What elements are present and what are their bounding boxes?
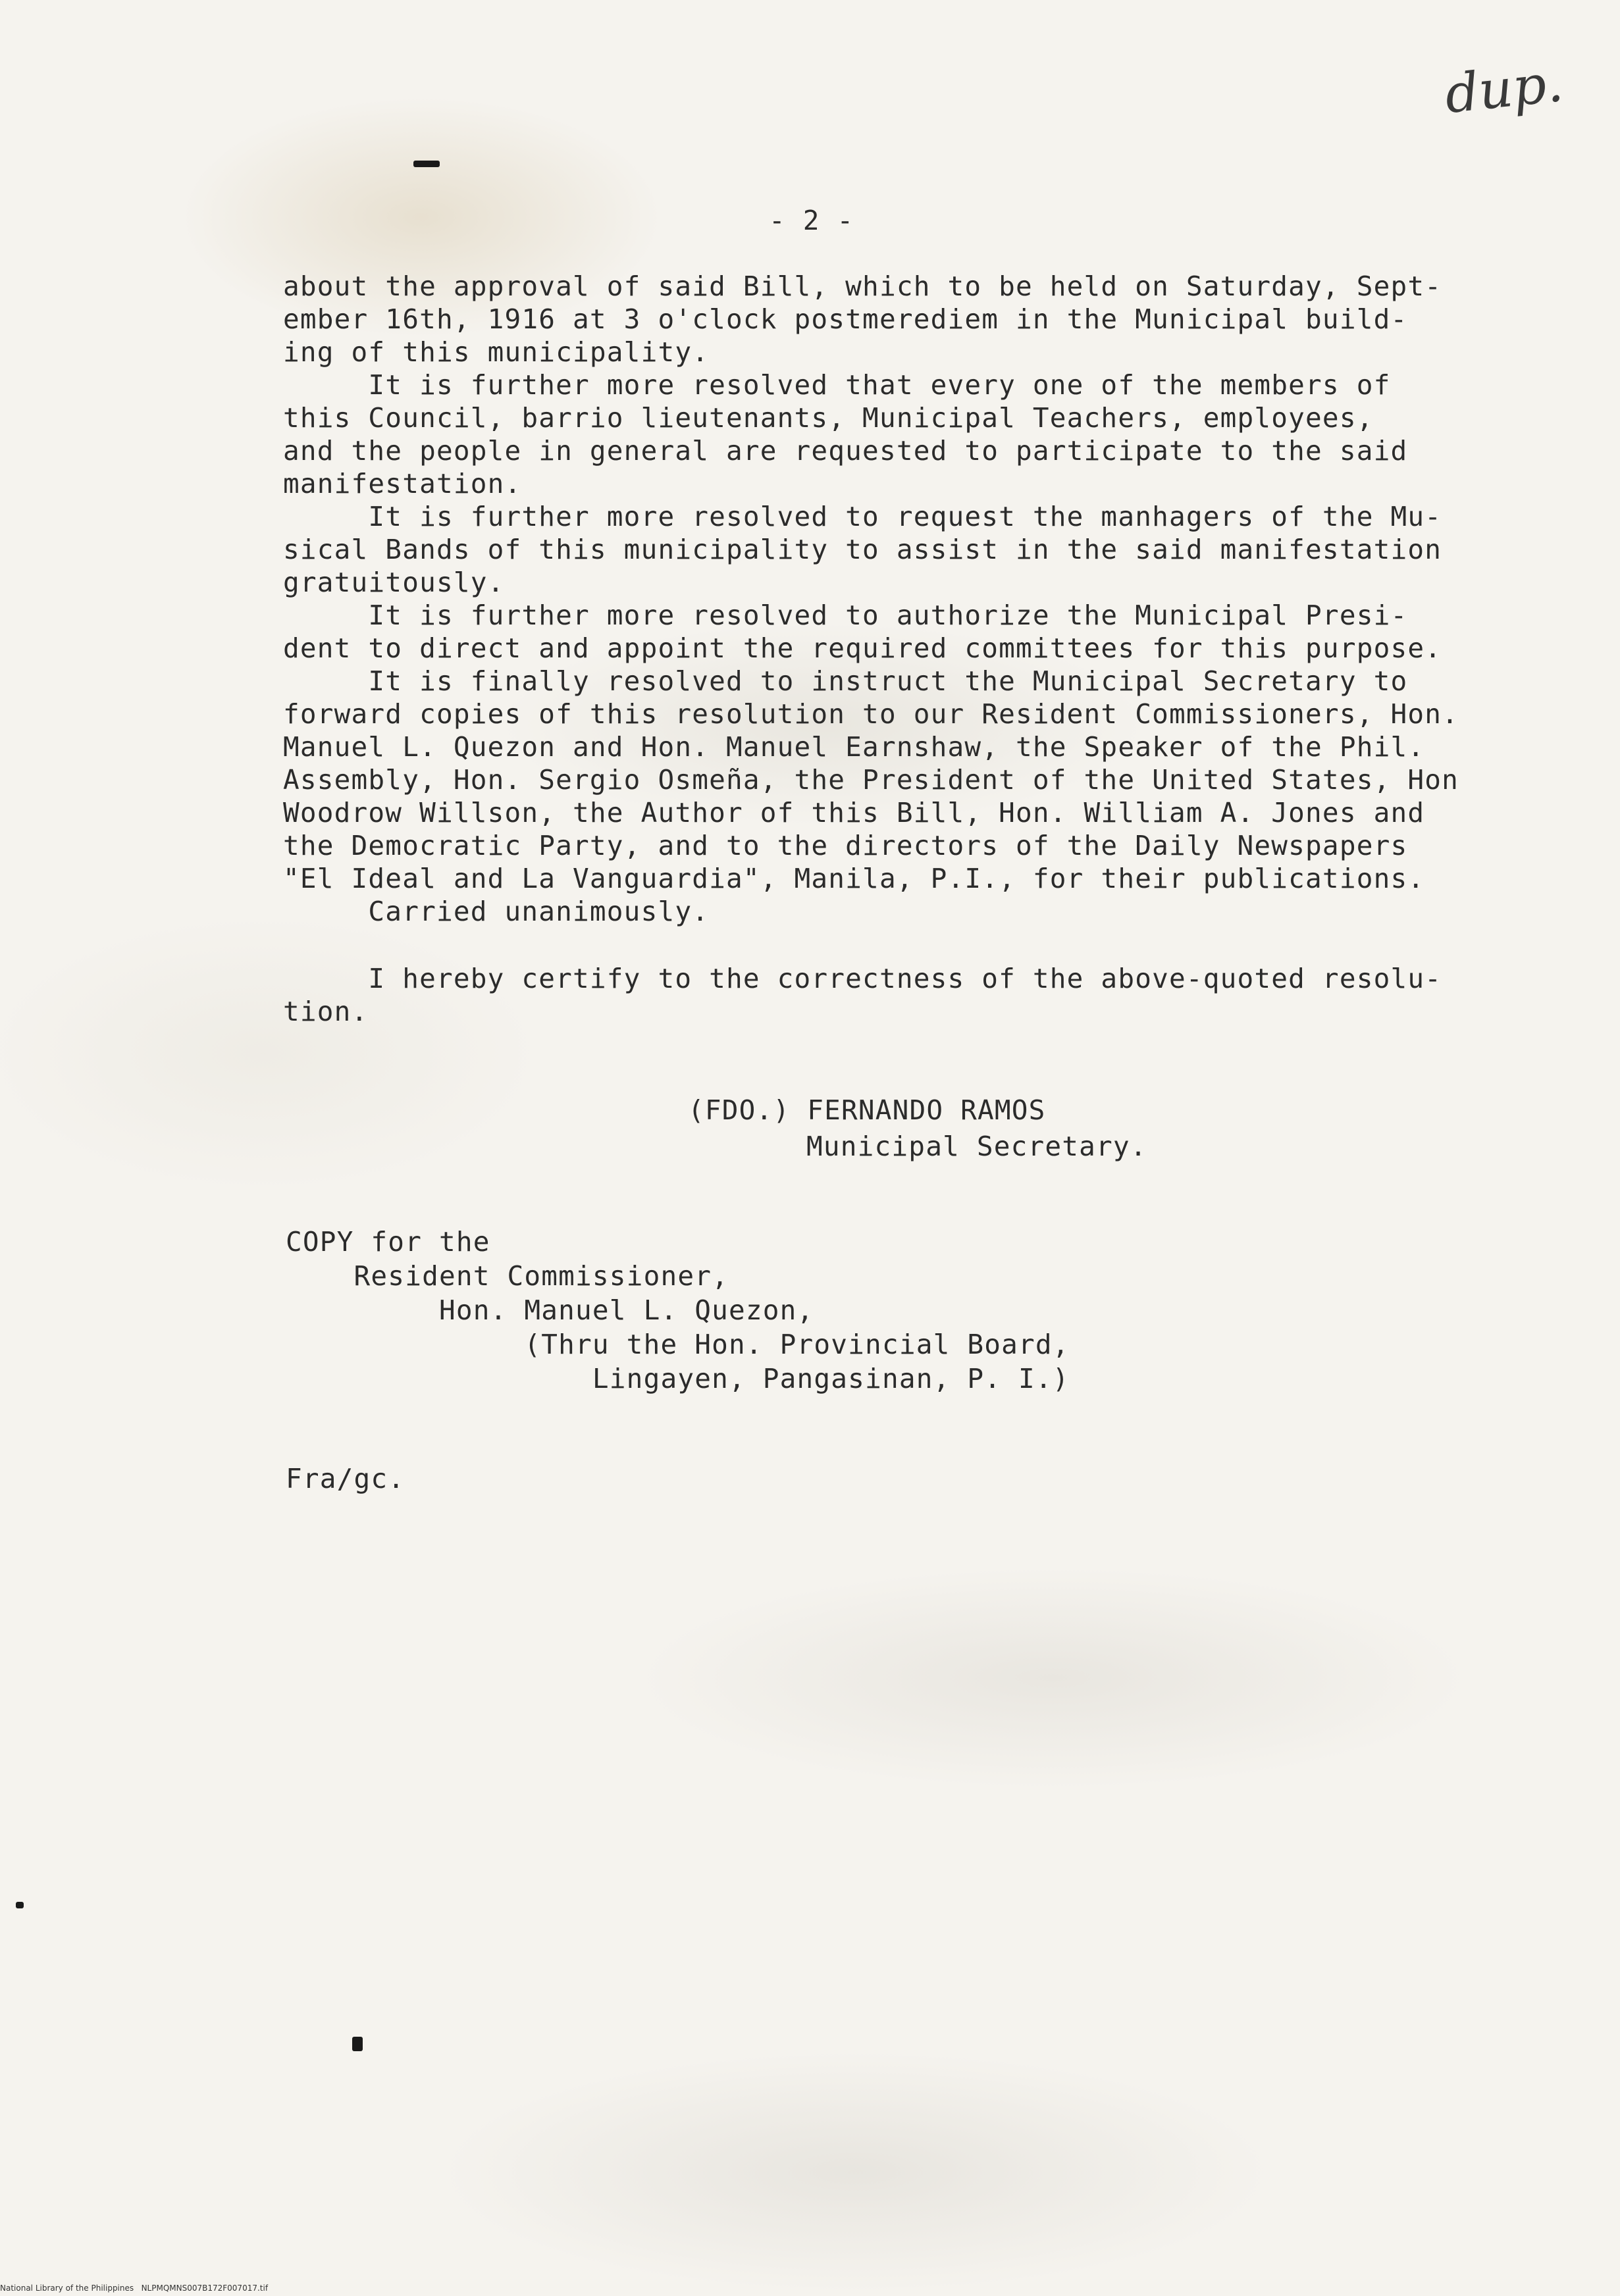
body-line: manifestation. xyxy=(283,468,522,499)
certify-line: I hereby certify to the correctness of the above-quoted resolu- xyxy=(283,963,1442,994)
certify-line: tion. xyxy=(283,996,369,1027)
body-line: It is further more resolved that every one of the members of xyxy=(283,369,1391,401)
copy-line: Lingayen, Pangasinan, P. I.) xyxy=(286,1363,1070,1394)
ink-mark xyxy=(413,161,440,167)
copy-line: Hon. Manuel L. Quezon, xyxy=(286,1294,814,1326)
signature-title: Municipal Secretary. xyxy=(806,1131,1147,1162)
body-line: It is finally resolved to instruct the Municipal Secretary to xyxy=(283,665,1408,697)
page-number: - 2 - xyxy=(769,205,854,236)
body-line: gratuitously. xyxy=(283,567,505,598)
ink-mark xyxy=(16,1902,24,1908)
body-line: this Council, barrio lieutenants, Municipal Teachers, employees, xyxy=(283,402,1374,434)
body-line: the Democratic Party, and to the directors of the Daily Newspapers xyxy=(283,830,1408,861)
body-line: forward copies of this resolution to our Resident Commissioners, Hon. xyxy=(283,698,1459,730)
body-line: about the approval of said Bill, which to be held on Saturday, Sept- xyxy=(283,270,1442,302)
body-line: Manuel L. Quezon and Hon. Manuel Earnshaw, the Speaker of the Phil. xyxy=(283,731,1425,763)
body-line: It is further more resolved to authorize the Municipal Presi- xyxy=(283,600,1408,631)
body-line: sical Bands of this municipality to assist in the said manifestation xyxy=(283,534,1442,565)
body-line: ing of this municipality. xyxy=(283,336,710,368)
copy-line: COPY for the xyxy=(286,1226,490,1258)
copy-line: (Thru the Hon. Provincial Board, xyxy=(286,1329,1070,1360)
body-line: It is further more resolved to request the manhagers of the Mu- xyxy=(283,501,1442,532)
body-line: Woodrow Willson, the Author of this Bill, Hon. William A. Jones and xyxy=(283,797,1425,829)
body-line: Carried unanimously. xyxy=(283,896,710,927)
typist-initials: Fra/gc. xyxy=(286,1463,405,1494)
body-line: "El Ideal and La Vanguardia", Manila, P.I., for their publications. xyxy=(283,863,1425,894)
copy-line: Resident Commissioner, xyxy=(286,1260,729,1292)
body-line: and the people in general are requested to participate to the said xyxy=(283,435,1408,467)
handwritten-note: dup. xyxy=(1442,51,1566,126)
signature-name: (FDO.) FERNANDO RAMOS xyxy=(688,1094,1046,1126)
body-line: ember 16th, 1916 at 3 o'clock postmerediem in the Municipal build- xyxy=(283,303,1408,335)
ink-mark xyxy=(352,2037,363,2051)
body-line: Assembly, Hon. Sergio Osmeña, the President of the United States, Hon xyxy=(283,764,1459,796)
archive-label: National Library of the Philippines NLPMQMNS007B172F007017.tif xyxy=(0,2283,269,2293)
body-line: dent to direct and appoint the required committees for this purpose. xyxy=(283,632,1442,664)
